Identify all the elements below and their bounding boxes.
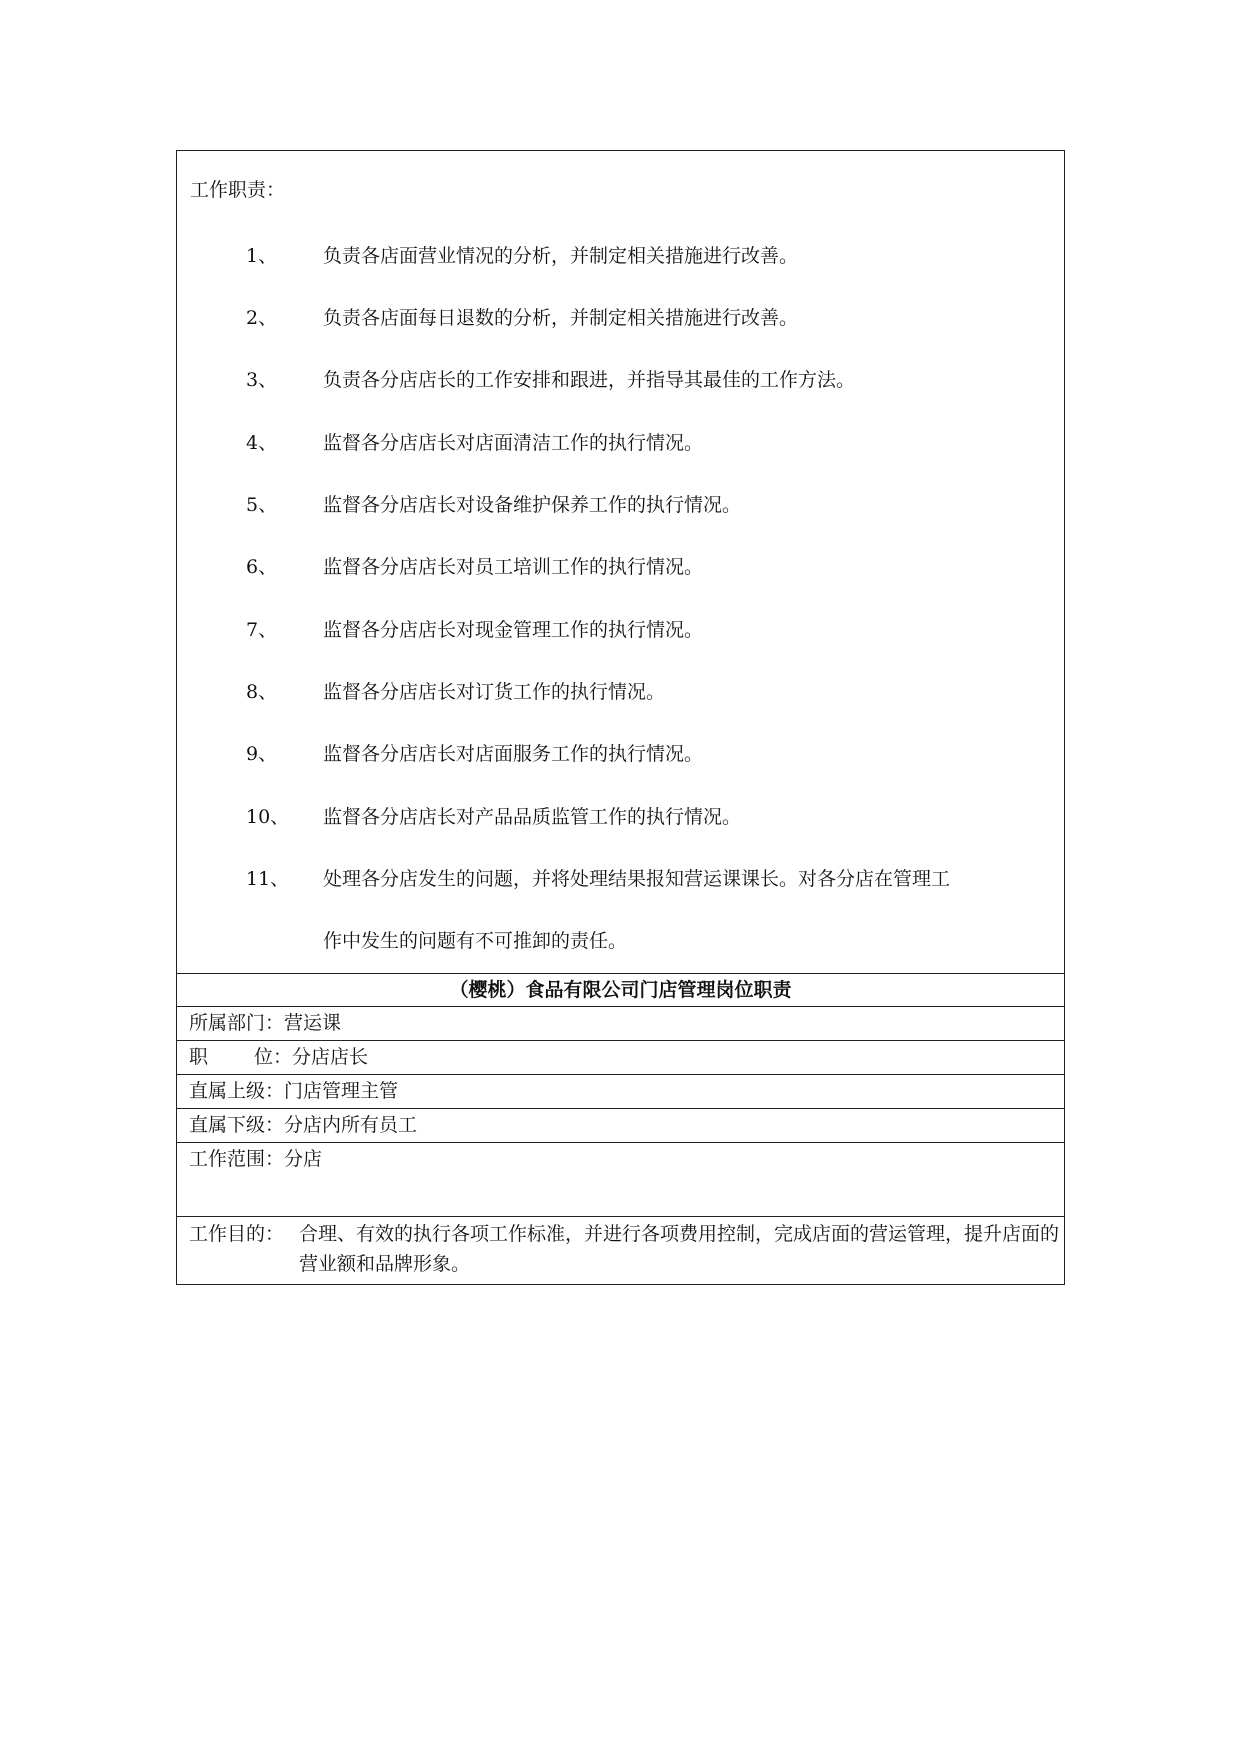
- duty-text: 监督各分店店长对现金管理工作的执行情况。: [323, 619, 704, 641]
- superior-label: 直属上级：: [189, 1080, 285, 1102]
- duty-number: 11、: [246, 868, 290, 890]
- purpose-row: [177, 1217, 1064, 1284]
- subordinate-row: [177, 1109, 1064, 1143]
- superior-value: 门店管理主管: [284, 1080, 399, 1102]
- duties-heading: 工作职责：: [190, 179, 286, 201]
- duty-text: 监督各分店店长对产品品质监管工作的执行情况。: [323, 806, 742, 828]
- duty-number: 7、: [246, 619, 278, 641]
- duties-section: [177, 151, 1064, 974]
- duty-text: 监督各分店店长对员工培训工作的执行情况。: [323, 556, 704, 578]
- duty-text-continuation: 作中发生的问题有不可推卸的责任。: [323, 930, 628, 952]
- scope-label: 工作范围：: [189, 1148, 285, 1170]
- document-title: （樱桃）食品有限公司门店管理岗位职责: [177, 974, 1064, 1007]
- duty-number: 3、: [246, 369, 278, 391]
- duty-number: 2、: [246, 307, 278, 329]
- duty-number: 4、: [246, 432, 278, 454]
- duty-text: 负责各店面营业情况的分析，并制定相关措施进行改善。: [323, 245, 799, 267]
- duty-text: 负责各分店店长的工作安排和跟进，并指导其最佳的工作方法。: [323, 369, 856, 391]
- scope-row: [177, 1143, 1064, 1217]
- duty-number: 5、: [246, 494, 278, 516]
- duty-number: 6、: [246, 556, 278, 578]
- duty-text: 监督各分店店长对店面服务工作的执行情况。: [323, 743, 704, 765]
- scope-value: 分店: [284, 1148, 323, 1170]
- department-row: [177, 1007, 1064, 1041]
- position-label-part: 职: [189, 1046, 209, 1068]
- position-label: [189, 1041, 292, 1073]
- department-value: 营运课: [284, 1012, 342, 1034]
- duty-number: 1、: [246, 245, 278, 267]
- duty-text: 监督各分店店长对订货工作的执行情况。: [323, 681, 666, 703]
- subordinate-label: 直属下级：: [189, 1114, 285, 1136]
- subordinate-value: 分店内所有员工: [284, 1114, 418, 1136]
- position-row: [177, 1041, 1064, 1075]
- duty-text: 处理各分店发生的问题，并将处理结果报知营运课课长。对各分店在管理工: [323, 868, 951, 890]
- department-label: 所属部门：: [189, 1012, 285, 1034]
- position-label-part: 位：: [254, 1046, 293, 1068]
- superior-row: [177, 1075, 1064, 1109]
- duty-text: 负责各店面每日退数的分析，并制定相关措施进行改善。: [323, 307, 799, 329]
- duty-text: 监督各分店店长对店面清洁工作的执行情况。: [323, 432, 704, 454]
- duty-number: 8、: [246, 681, 278, 703]
- duty-number: 10、: [246, 806, 290, 828]
- purpose-label: 工作目的：: [189, 1223, 285, 1245]
- duty-number: 9、: [246, 743, 278, 765]
- job-description-table: [176, 150, 1065, 1285]
- purpose-value: 合理、有效的执行各项工作标准，并进行各项费用控制，完成店面的营运管理，提升店面的营业额和品牌形象。: [299, 1223, 1060, 1275]
- duty-text: 监督各分店店长对设备维护保养工作的执行情况。: [323, 494, 742, 516]
- position-value: 分店店长: [292, 1046, 369, 1068]
